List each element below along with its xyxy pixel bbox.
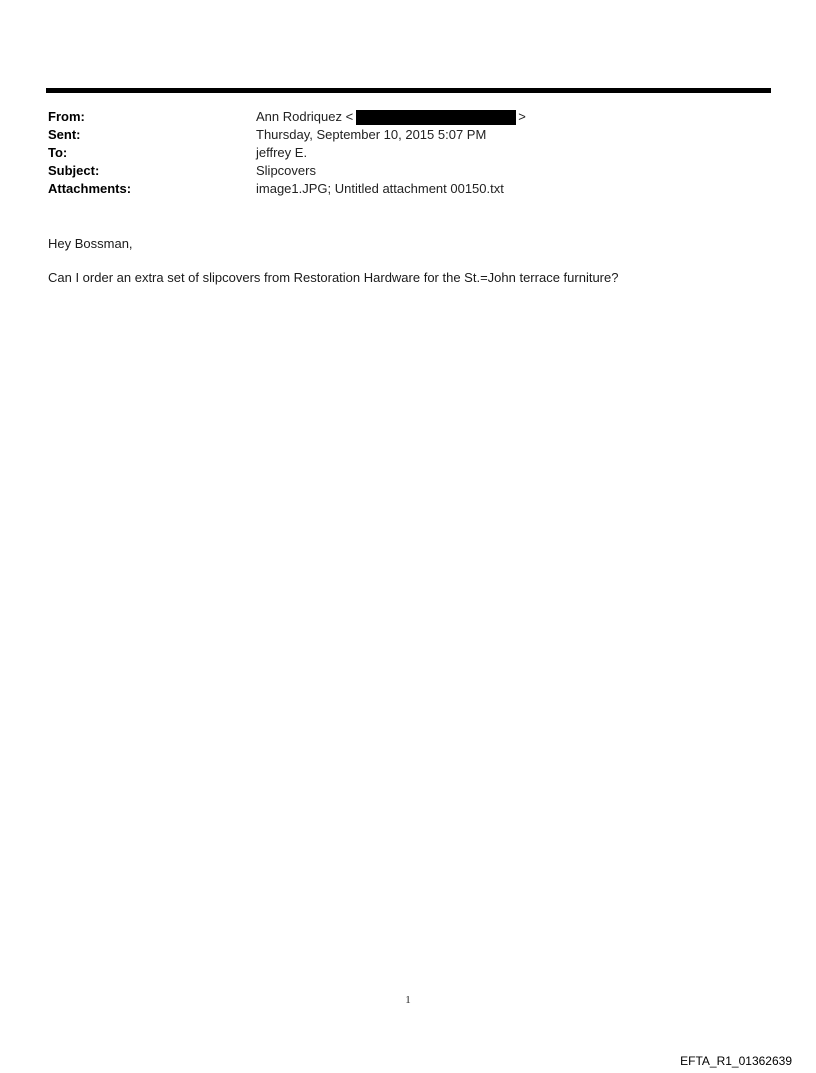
sent-label: Sent: <box>48 127 81 142</box>
email-greeting: Hey Bossman, <box>48 236 133 251</box>
to-label: To: <box>48 145 68 160</box>
subject-label: Subject: <box>48 163 100 178</box>
header-divider <box>46 88 771 93</box>
email-message: Can I order an extra set of slipcovers from Restoration Hardware for the St.=John terrace furniture? <box>48 270 619 285</box>
sent-row <box>48 126 748 144</box>
page-number: 1 <box>405 994 411 1006</box>
to-value: jeffrey E. <box>256 145 308 160</box>
from-name: Ann Rodriquez < <box>256 109 354 124</box>
attachments-label: Attachments: <box>48 181 132 196</box>
sent-value: Thursday, September 10, 2015 5:07 PM <box>256 127 487 142</box>
email-redaction <box>356 110 516 125</box>
bates-number: EFTA_R1_01362639 <box>680 1054 792 1068</box>
email-header <box>48 108 748 198</box>
subject-row <box>48 162 748 180</box>
from-row <box>48 108 748 126</box>
to-row <box>48 144 748 162</box>
from-value <box>256 108 526 126</box>
from-label: From: <box>48 109 85 124</box>
subject-value: Slipcovers <box>256 163 316 178</box>
attachments-row <box>48 180 748 198</box>
from-close-bracket: > <box>518 109 526 124</box>
attachments-value: image1.JPG; Untitled attachment 00150.txt <box>256 181 504 196</box>
